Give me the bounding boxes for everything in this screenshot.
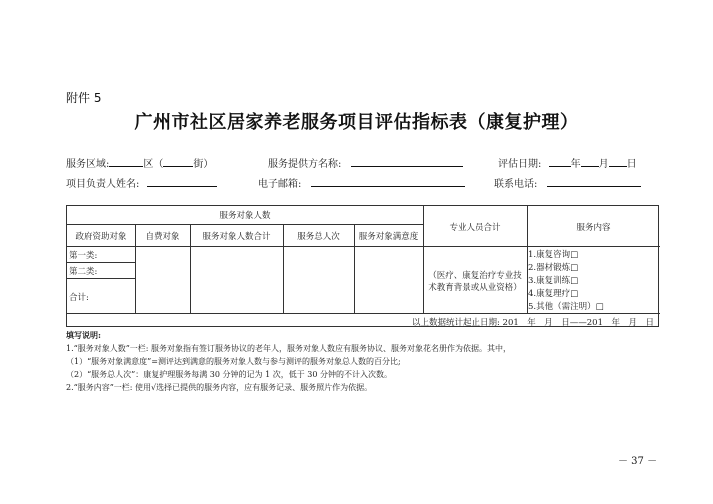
row-first-class: 第一类:	[69, 251, 98, 261]
service-item-equipment[interactable]: 2.器材锻炼□	[528, 263, 579, 273]
day-label: 日	[626, 159, 637, 170]
phone-blank[interactable]	[547, 176, 641, 187]
service-area-row	[66, 155, 213, 170]
email-label: 电子邮箱:	[258, 179, 302, 190]
attachment-label: 附件 5	[66, 91, 102, 105]
eval-date-label: 评估日期:	[498, 159, 542, 170]
col-self-paid: 自费对象	[145, 232, 180, 242]
service-item-therapy[interactable]: 4.康复理疗□	[528, 289, 579, 299]
year-label: 年	[570, 159, 581, 170]
professional-note-2: 术教育背景或从业资格）	[428, 283, 522, 293]
project-lead-label: 项目负责人姓名:	[66, 179, 140, 190]
page-title: 广州市社区居家养老服务项目评估指标表（康复护理）	[134, 112, 579, 133]
note-line-3: （2）“服务总人次”：康复护理服务每满 30 分钟的记为 1 次，低于 30 分钟的不计入次数。	[66, 370, 392, 379]
service-area-label: 服务区域:	[66, 159, 110, 170]
provider-blank[interactable]	[351, 156, 463, 167]
col-total-visits: 服务总人次	[297, 232, 340, 242]
service-item-consult[interactable]: 1.康复咨询□	[528, 250, 579, 260]
project-lead-blank[interactable]	[147, 176, 217, 187]
district-blank[interactable]	[109, 156, 143, 167]
evaluation-table	[66, 205, 659, 327]
col-gov-funded: 政府资助对象	[75, 232, 127, 242]
col-satisfaction: 服务对象满意度	[358, 232, 419, 242]
note-line-1: 1.“服务对象人数”一栏: 服务对象指有签订服务协议的老年人，服务对象人数应有服务协议、服务对象花名册作为依据。其中，	[66, 344, 512, 353]
date-range-footer: 以上数据统计起止日期: 201 年 月 日——201 年 月 日	[411, 318, 654, 328]
row-total: 合计:	[69, 293, 89, 303]
year-blank[interactable]	[549, 156, 571, 167]
street-label: 街）	[193, 159, 214, 170]
note-line-4: 2.“服务内容”一栏: 使用√选择已提供的服务内容，应有服务记录、服务照片作为依据。	[66, 383, 373, 392]
email-blank[interactable]	[311, 176, 465, 187]
month-blank[interactable]	[581, 156, 599, 167]
provider-label: 服务提供方名称:	[268, 159, 342, 170]
district-label: 区（	[143, 159, 164, 170]
phone-row	[494, 175, 641, 190]
project-lead-row	[66, 175, 217, 190]
day-blank[interactable]	[609, 156, 627, 167]
service-item-training[interactable]: 3.康复训练□	[528, 276, 579, 286]
service-header: 服务内容	[576, 223, 611, 233]
month-label: 月	[598, 159, 609, 170]
professional-note-1: （医疗、康复治疗专业技	[428, 271, 522, 281]
professional-header: 专业人员合计	[449, 223, 501, 233]
row-second-class: 第二类:	[69, 267, 98, 277]
street-blank[interactable]	[163, 156, 193, 167]
service-item-other[interactable]: 5.其他（需注明）□	[528, 302, 604, 312]
group-header: 服务对象人数	[219, 211, 271, 221]
eval-date-row	[498, 155, 637, 170]
note-line-2: （1）“服务对象满意度”=测评达到满意的服务对象人数与参与测评的服务对象总人数的百分比;	[66, 357, 401, 366]
page-number: － 37 －	[618, 456, 658, 467]
col-total-clients: 服务对象人数合计	[202, 232, 271, 242]
notes-title: 填写说明:	[66, 330, 101, 340]
provider-row	[268, 155, 463, 170]
email-row	[258, 175, 465, 190]
phone-label: 联系电话:	[494, 179, 538, 190]
